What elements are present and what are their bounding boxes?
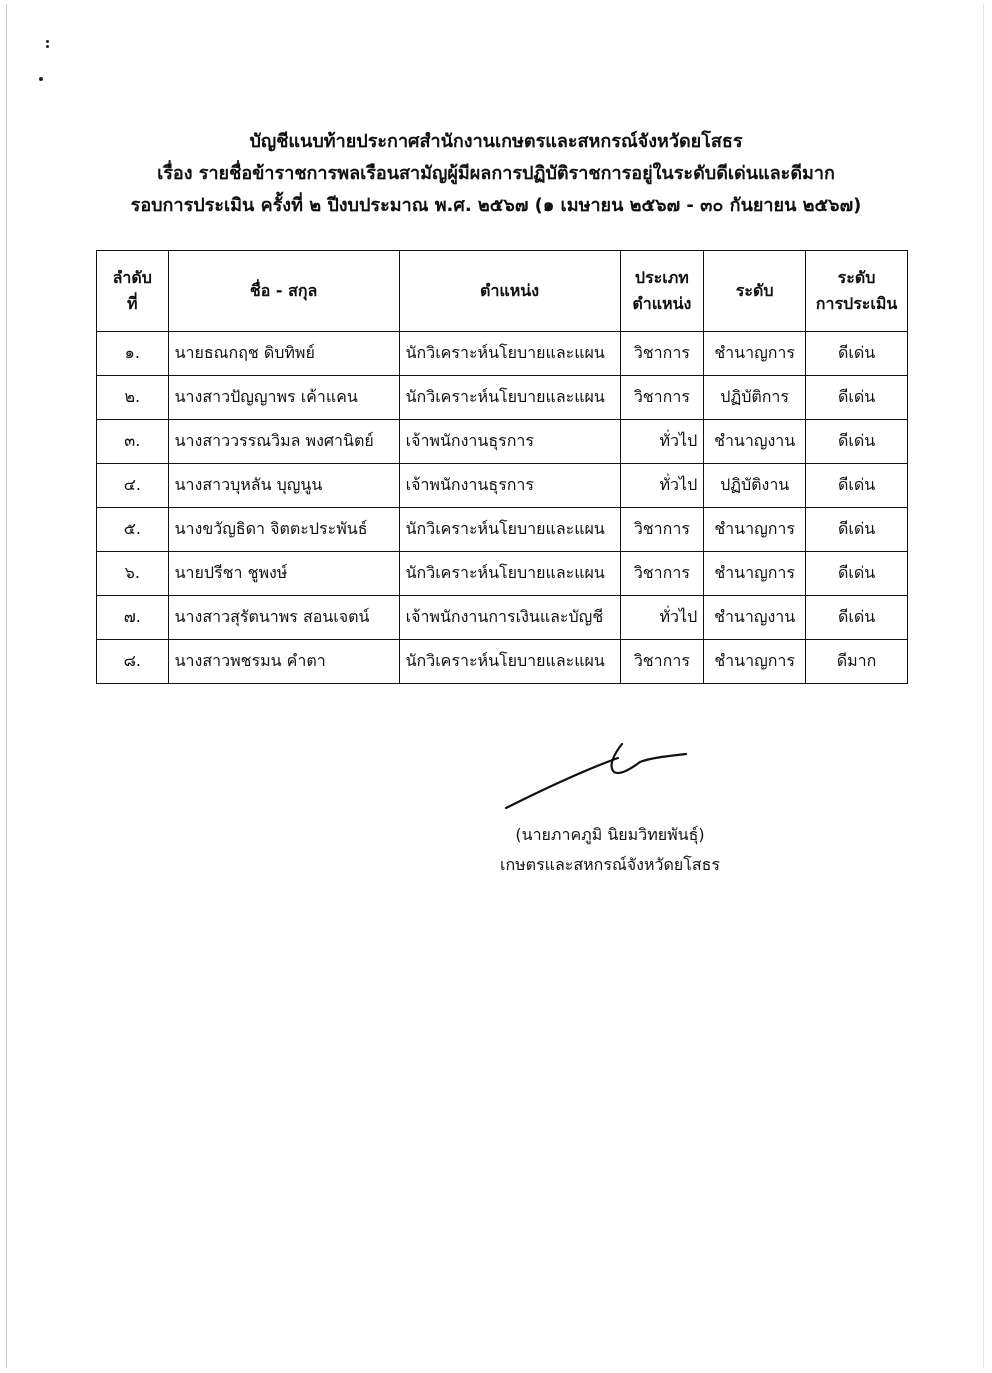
row-name: นางขวัญธิดา จิตตะประพันธ์ (168, 508, 399, 552)
col-name-header: ชื่อ - สกุล (168, 251, 399, 332)
col-position-header: ตำแหน่ง (399, 251, 620, 332)
col-level-header: ระดับ (704, 251, 806, 332)
row-level: ชำนาญการ (704, 640, 806, 684)
table-row (97, 376, 908, 420)
col-no-header: ลำดับ ที่ (97, 251, 169, 332)
row-type: วิชาการ (620, 332, 704, 376)
row-position: นักวิเคราะห์นโยบายและแผน (399, 376, 620, 420)
row-position: นักวิเคราะห์นโยบายและแผน (399, 332, 620, 376)
signatory-title: เกษตรและสหกรณ์จังหวัดยโสธร (499, 855, 721, 874)
header-title: บัญชีแนบท้ายประกาศสำนักงานเกษตรและสหกรณ์จังหวัดยโสธร (249, 131, 743, 152)
row-position: นักวิเคราะห์นโยบายและแผน (399, 640, 620, 684)
scan-speck (46, 45, 49, 48)
row-position: เจ้าพนักงานการเงินและบัญชี (399, 596, 620, 640)
row-number: ๒. (97, 376, 169, 420)
header-period: รอบการประเมิน ครั้งที่ ๒ ปีงบประมาณ พ.ศ. ๒๕๖๗ (๑ เมษายน ๒๕๖๗ - ๓๐ กันยายน ๒๕๖๗) (130, 195, 862, 216)
scan-speck (46, 40, 49, 43)
row-number: ๑. (97, 332, 169, 376)
row-number: ๓. (97, 420, 169, 464)
row-position: นักวิเคราะห์นโยบายและแผน (399, 552, 620, 596)
row-type: ทั่วไป (620, 596, 704, 640)
row-evaluation: ดีมาก (806, 640, 908, 684)
signatory-name: (นายภาคภูมิ นิยมวิทยพันธุ์) (515, 825, 705, 844)
row-evaluation: ดีเด่น (806, 464, 908, 508)
row-position: เจ้าพนักงานธุรการ (399, 464, 620, 508)
col-type-header: ประเภท ตำแหน่ง (620, 251, 704, 332)
row-number: ๘. (97, 640, 169, 684)
row-level: ชำนาญการ (704, 508, 806, 552)
table-row (97, 552, 908, 596)
row-level: ชำนาญการ (704, 552, 806, 596)
table-row (97, 508, 908, 552)
row-type: วิชาการ (620, 640, 704, 684)
row-name: นางสาววรรณวิมล พงศานิตย์ (168, 420, 399, 464)
row-type: ทั่วไป (620, 420, 704, 464)
row-evaluation: ดีเด่น (806, 332, 908, 376)
row-number: ๕. (97, 508, 169, 552)
row-position: นักวิเคราะห์นโยบายและแผน (399, 508, 620, 552)
row-level: ปฏิบัติงาน (704, 464, 806, 508)
row-evaluation: ดีเด่น (806, 508, 908, 552)
header-subject: เรื่อง รายชื่อข้าราชการพลเรือนสามัญผู้มีผลการปฏิบัติราชการอยู่ในระดับดีเด่นและดีมาก (157, 163, 835, 184)
handwritten-signature (500, 736, 700, 816)
row-level: ปฏิบัติการ (704, 376, 806, 420)
row-number: ๗. (97, 596, 169, 640)
col-eval-header: ระดับ การประเมิน (806, 251, 908, 332)
row-evaluation: ดีเด่น (806, 596, 908, 640)
row-evaluation: ดีเด่น (806, 376, 908, 420)
row-evaluation: ดีเด่น (806, 420, 908, 464)
row-number: ๔. (97, 464, 169, 508)
scan-speck (39, 77, 43, 81)
row-type: วิชาการ (620, 552, 704, 596)
table-header-row (97, 251, 908, 332)
row-evaluation: ดีเด่น (806, 552, 908, 596)
row-position: เจ้าพนักงานธุรการ (399, 420, 620, 464)
row-type: ทั่วไป (620, 464, 704, 508)
row-name: นางสาวบุหลัน บุญนูน (168, 464, 399, 508)
row-level: ชำนาญงาน (704, 420, 806, 464)
table-row (97, 332, 908, 376)
table-row (97, 640, 908, 684)
document-header (0, 126, 992, 222)
roster-table (96, 250, 908, 684)
row-name: นางสาวพชรมน คำตา (168, 640, 399, 684)
row-level: ชำนาญการ (704, 332, 806, 376)
row-name: นายปรีชา ชูพงษ์ (168, 552, 399, 596)
table-row (97, 420, 908, 464)
table-row (97, 464, 908, 508)
row-name: นางสาวปัญญาพร เค้าแคน (168, 376, 399, 420)
row-number: ๖. (97, 552, 169, 596)
row-level: ชำนาญงาน (704, 596, 806, 640)
row-type: วิชาการ (620, 376, 704, 420)
signatory-block (440, 820, 780, 880)
row-name: นายธณกฤช ดิบทิพย์ (168, 332, 399, 376)
row-type: วิชาการ (620, 508, 704, 552)
row-name: นางสาวสุรัตนาพร สอนเจตน์ (168, 596, 399, 640)
table-row (97, 596, 908, 640)
